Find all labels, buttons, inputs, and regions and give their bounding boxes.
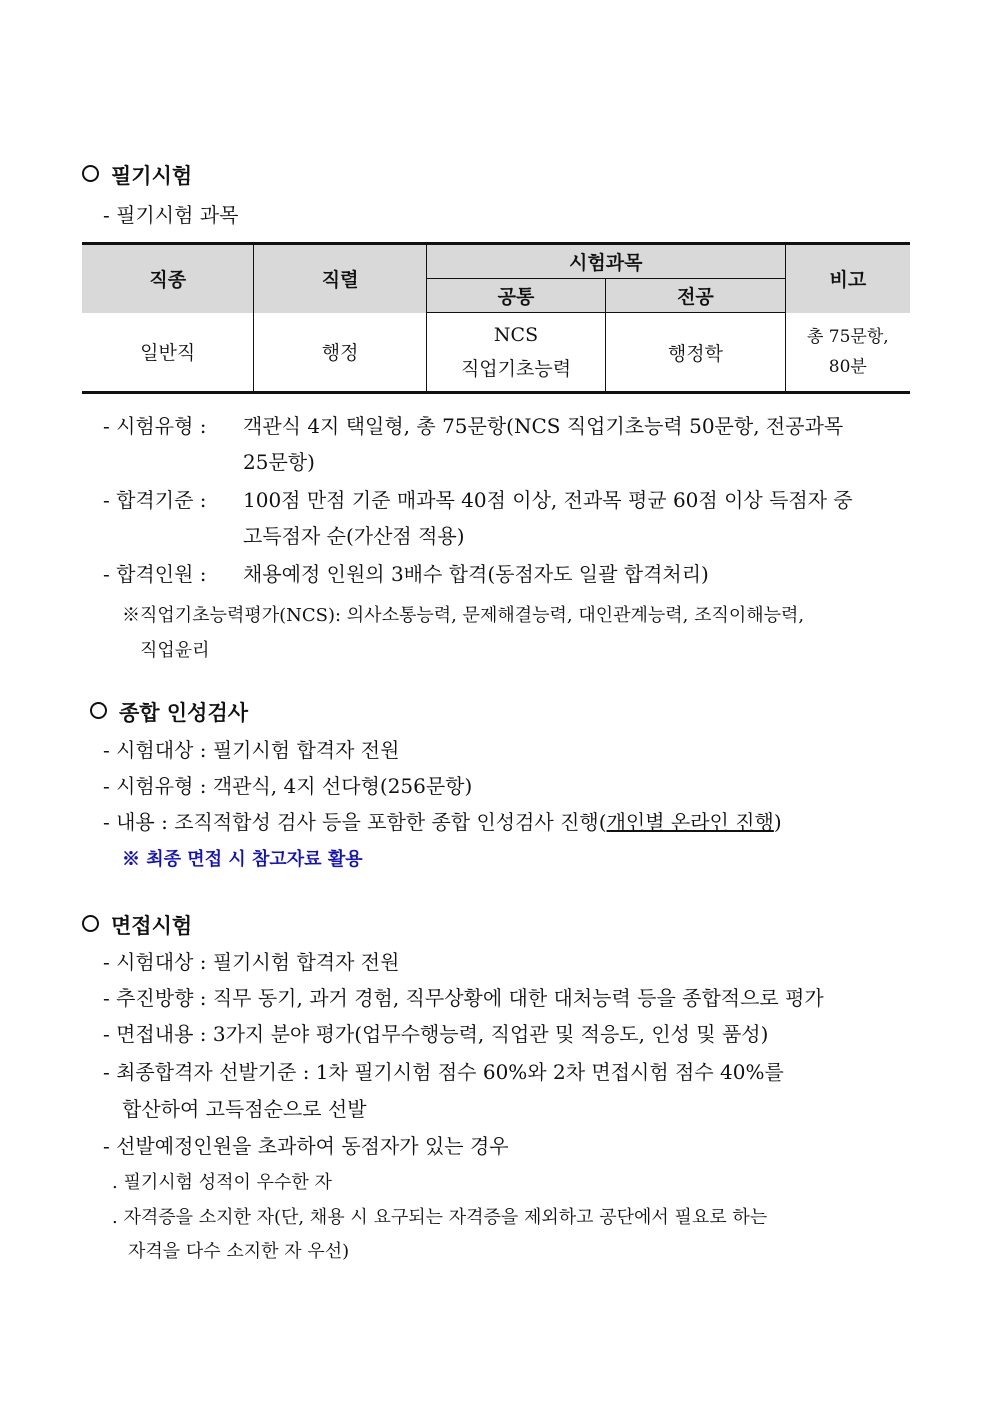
written-type-text-1: 객관식 4지 택일형, 총 75문항(NCS 직업기초능력 50문항, 전공과목 — [243, 414, 844, 438]
section-interview-title: 면접시험 — [82, 910, 192, 940]
cell-common-line1: NCS — [493, 324, 539, 346]
written-count-label: - 합격인원 : — [103, 562, 207, 586]
cell-major: 행정학 — [606, 313, 785, 393]
header-major: 전공 — [606, 279, 785, 313]
personality-type: - 시험유형 : 객관식, 4지 선다형(256문항) — [103, 774, 473, 798]
cell-common-line2: 직업기초능력 — [460, 358, 572, 380]
circle-bullet-icon — [82, 915, 99, 932]
header-common: 공통 — [426, 279, 605, 313]
interview-method: - 추진방향 : 직무 동기, 과거 경험, 직무상황에 대한 대처능력 등을 종합적으로 평가 — [103, 986, 824, 1010]
written-count-text: 채용예정 인원의 3배수 합격(동점자도 일괄 합격처리) — [243, 562, 709, 586]
written-pass-label: - 합격기준 : — [103, 488, 207, 512]
personality-content-underlined: 개인별 온라인 진행 — [606, 810, 774, 834]
cell-job: 일반직 — [82, 313, 254, 393]
section-written-title: 필기시험 — [82, 160, 192, 190]
interview-final-line2: 합산하여 고득점순으로 선발 — [122, 1097, 367, 1121]
written-subject-subtitle: - 필기시험 과목 — [103, 203, 239, 227]
circle-bullet-icon — [82, 165, 99, 182]
written-type-label: - 시험유형 : — [103, 414, 207, 438]
interview-content: - 면접내용 : 3가지 분야 평가(업무수행능력, 직업관 및 적응도, 인성 및 품성) — [103, 1022, 769, 1046]
ncs-note-line2: 직업윤리 — [140, 640, 210, 661]
interview-tie-item2-line1: . 자격증을 소지한 자(단, 채용 시 요구되는 자격증을 제외하고 공단에서 필요로 하는 — [112, 1207, 768, 1228]
interview-tie-item1: . 필기시험 성적이 우수한 자 — [112, 1172, 332, 1193]
cell-note — [785, 313, 910, 393]
personality-content — [103, 806, 782, 835]
cell-note-line1: 총 75문항, — [806, 326, 889, 347]
header-job: 직종 — [82, 244, 254, 313]
header-rank: 직렬 — [254, 244, 426, 313]
personality-target: - 시험대상 : 필기시험 합격자 전원 — [103, 738, 400, 762]
cell-note-line2: 80분 — [828, 356, 867, 377]
interview-target: - 시험대상 : 필기시험 합격자 전원 — [103, 950, 400, 974]
written-pass-text-1: 100점 만점 기준 매과목 40점 이상, 전과목 평균 60점 이상 득점자 중 — [243, 488, 853, 512]
interview-tie: - 선발예정인원을 초과하여 동점자가 있는 경우 — [103, 1134, 509, 1158]
personality-note: ※ 최종 면접 시 참고자료 활용 — [122, 849, 363, 870]
circle-bullet-icon — [90, 702, 107, 719]
written-type-text-2: 25문항) — [243, 450, 315, 474]
cell-common — [426, 313, 605, 393]
section-personality-title: 종합 인성검사 — [90, 697, 248, 727]
header-subject: 시험과목 — [426, 244, 785, 279]
interview-final-line1: - 최종합격자 선발기준 : 1차 필기시험 점수 60%와 2차 면접시험 점수 40%를 — [103, 1060, 784, 1084]
exam-subject-table — [82, 242, 910, 394]
personality-content-prefix: - 내용 : 조직적합성 검사 등을 포함한 종합 인성검사 진행( — [103, 810, 607, 834]
written-pass-text-2: 고득점자 순(가산점 적용) — [243, 524, 465, 548]
ncs-note-line1: ※직업기초능력평가(NCS): 의사소통능력, 문제해결능력, 대인관계능력, 조직이해능력, — [122, 605, 805, 626]
header-note: 비고 — [785, 244, 910, 313]
cell-rank: 행정 — [254, 313, 426, 393]
interview-tie-item2-line2: 자격을 다수 소지한 자 우선) — [128, 1241, 350, 1262]
personality-content-suffix: ) — [773, 810, 782, 834]
